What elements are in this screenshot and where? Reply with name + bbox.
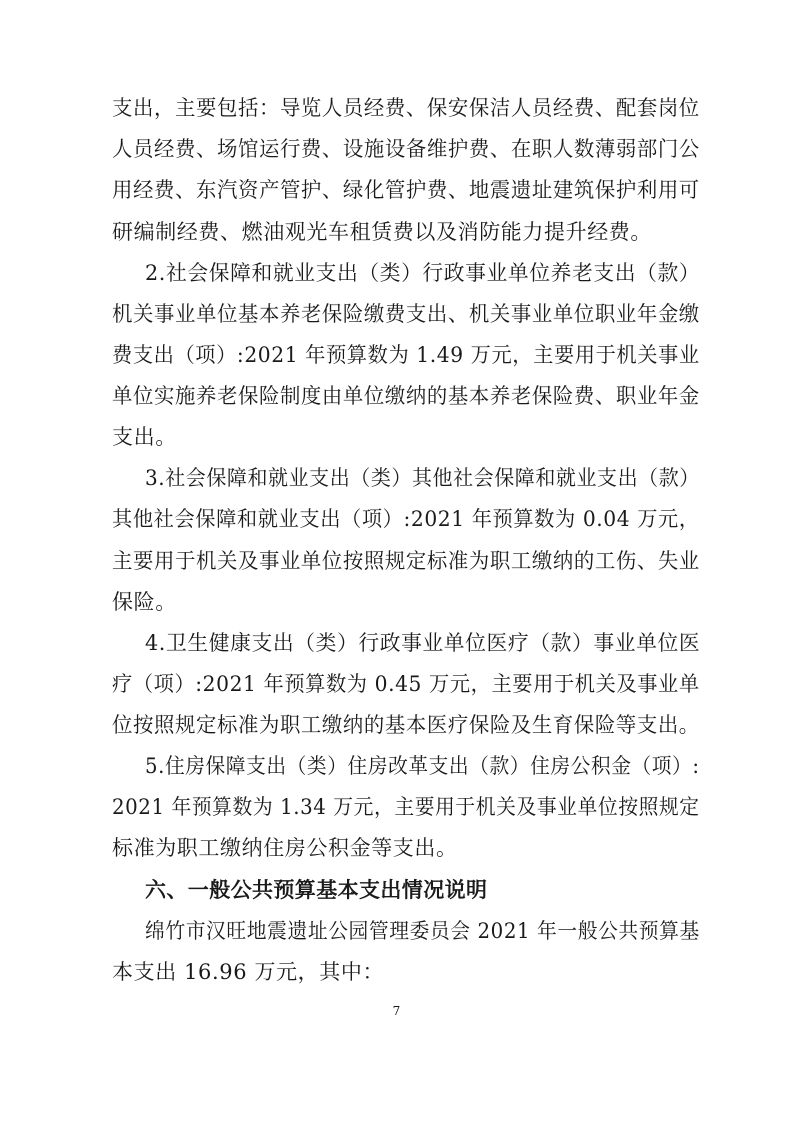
text-line: 支出。 (112, 425, 177, 449)
text-line: 支出，主要包括：导览人员经费、保安保洁人员经费、配套岗位 (112, 96, 700, 120)
text-line: 机关事业单位基本养老保险缴费支出、机关事业单位职业年金缴 (112, 302, 700, 326)
section-heading: 六、一般公共预算基本支出情况说明 (145, 878, 488, 902)
text-line: 4.卫生健康支出（类）行政事业单位医疗（款）事业单位医 (145, 631, 701, 655)
text-line: 人员经费、场馆运行费、设施设备维护费、在职人数薄弱部门公 (112, 137, 700, 161)
text-line: 单位实施养老保险制度由单位缴纳的基本养老保险费、职业年金 (112, 384, 700, 408)
text-line: 其他社会保障和就业支出（项）:2021 年预算数为 0.04 万元， (112, 507, 700, 531)
text-line: 位按照规定标准为职工缴纳的基本医疗保险及生育保险等支出。 (112, 713, 700, 737)
text-line: 保险。 (112, 590, 177, 614)
text-line: 疗（项）:2021 年预算数为 0.45 万元，主要用于机关及事业单 (112, 672, 700, 696)
text-line: 3.社会保障和就业支出（类）其他社会保障和就业支出（款） (145, 466, 700, 490)
page-number: 7 (392, 1004, 401, 1018)
text-line: 研编制经费、燃油观光车租赁费以及消防能力提升经费。 (112, 220, 652, 244)
text-line: 用经费、东汽资产管护、绿化管护费、地震遗址建筑保护利用可 (112, 178, 700, 202)
text-line: 5.住房保障支出（类）住房改革支出（款）住房公积金（项）: (145, 754, 700, 778)
text-line: 主要用于机关及事业单位按照规定标准为职工缴纳的工伤、失业 (112, 549, 700, 573)
text-line: 绵竹市汉旺地震遗址公园管理委员会 2021 年一般公共预算基 (145, 919, 700, 943)
text-line: 费支出（项）:2021 年预算数为 1.49 万元，主要用于机关事业 (112, 343, 700, 367)
text-line: 本支出 16.96 万元，其中： (112, 960, 385, 984)
text-line: 2021 年预算数为 1.34 万元，主要用于机关及事业单位按照规定 (112, 795, 700, 819)
text-line: 2.社会保障和就业支出（类）行政事业单位养老支出（款） (145, 261, 701, 285)
text-line: 标准为职工缴纳住房公积金等支出。 (112, 836, 458, 860)
